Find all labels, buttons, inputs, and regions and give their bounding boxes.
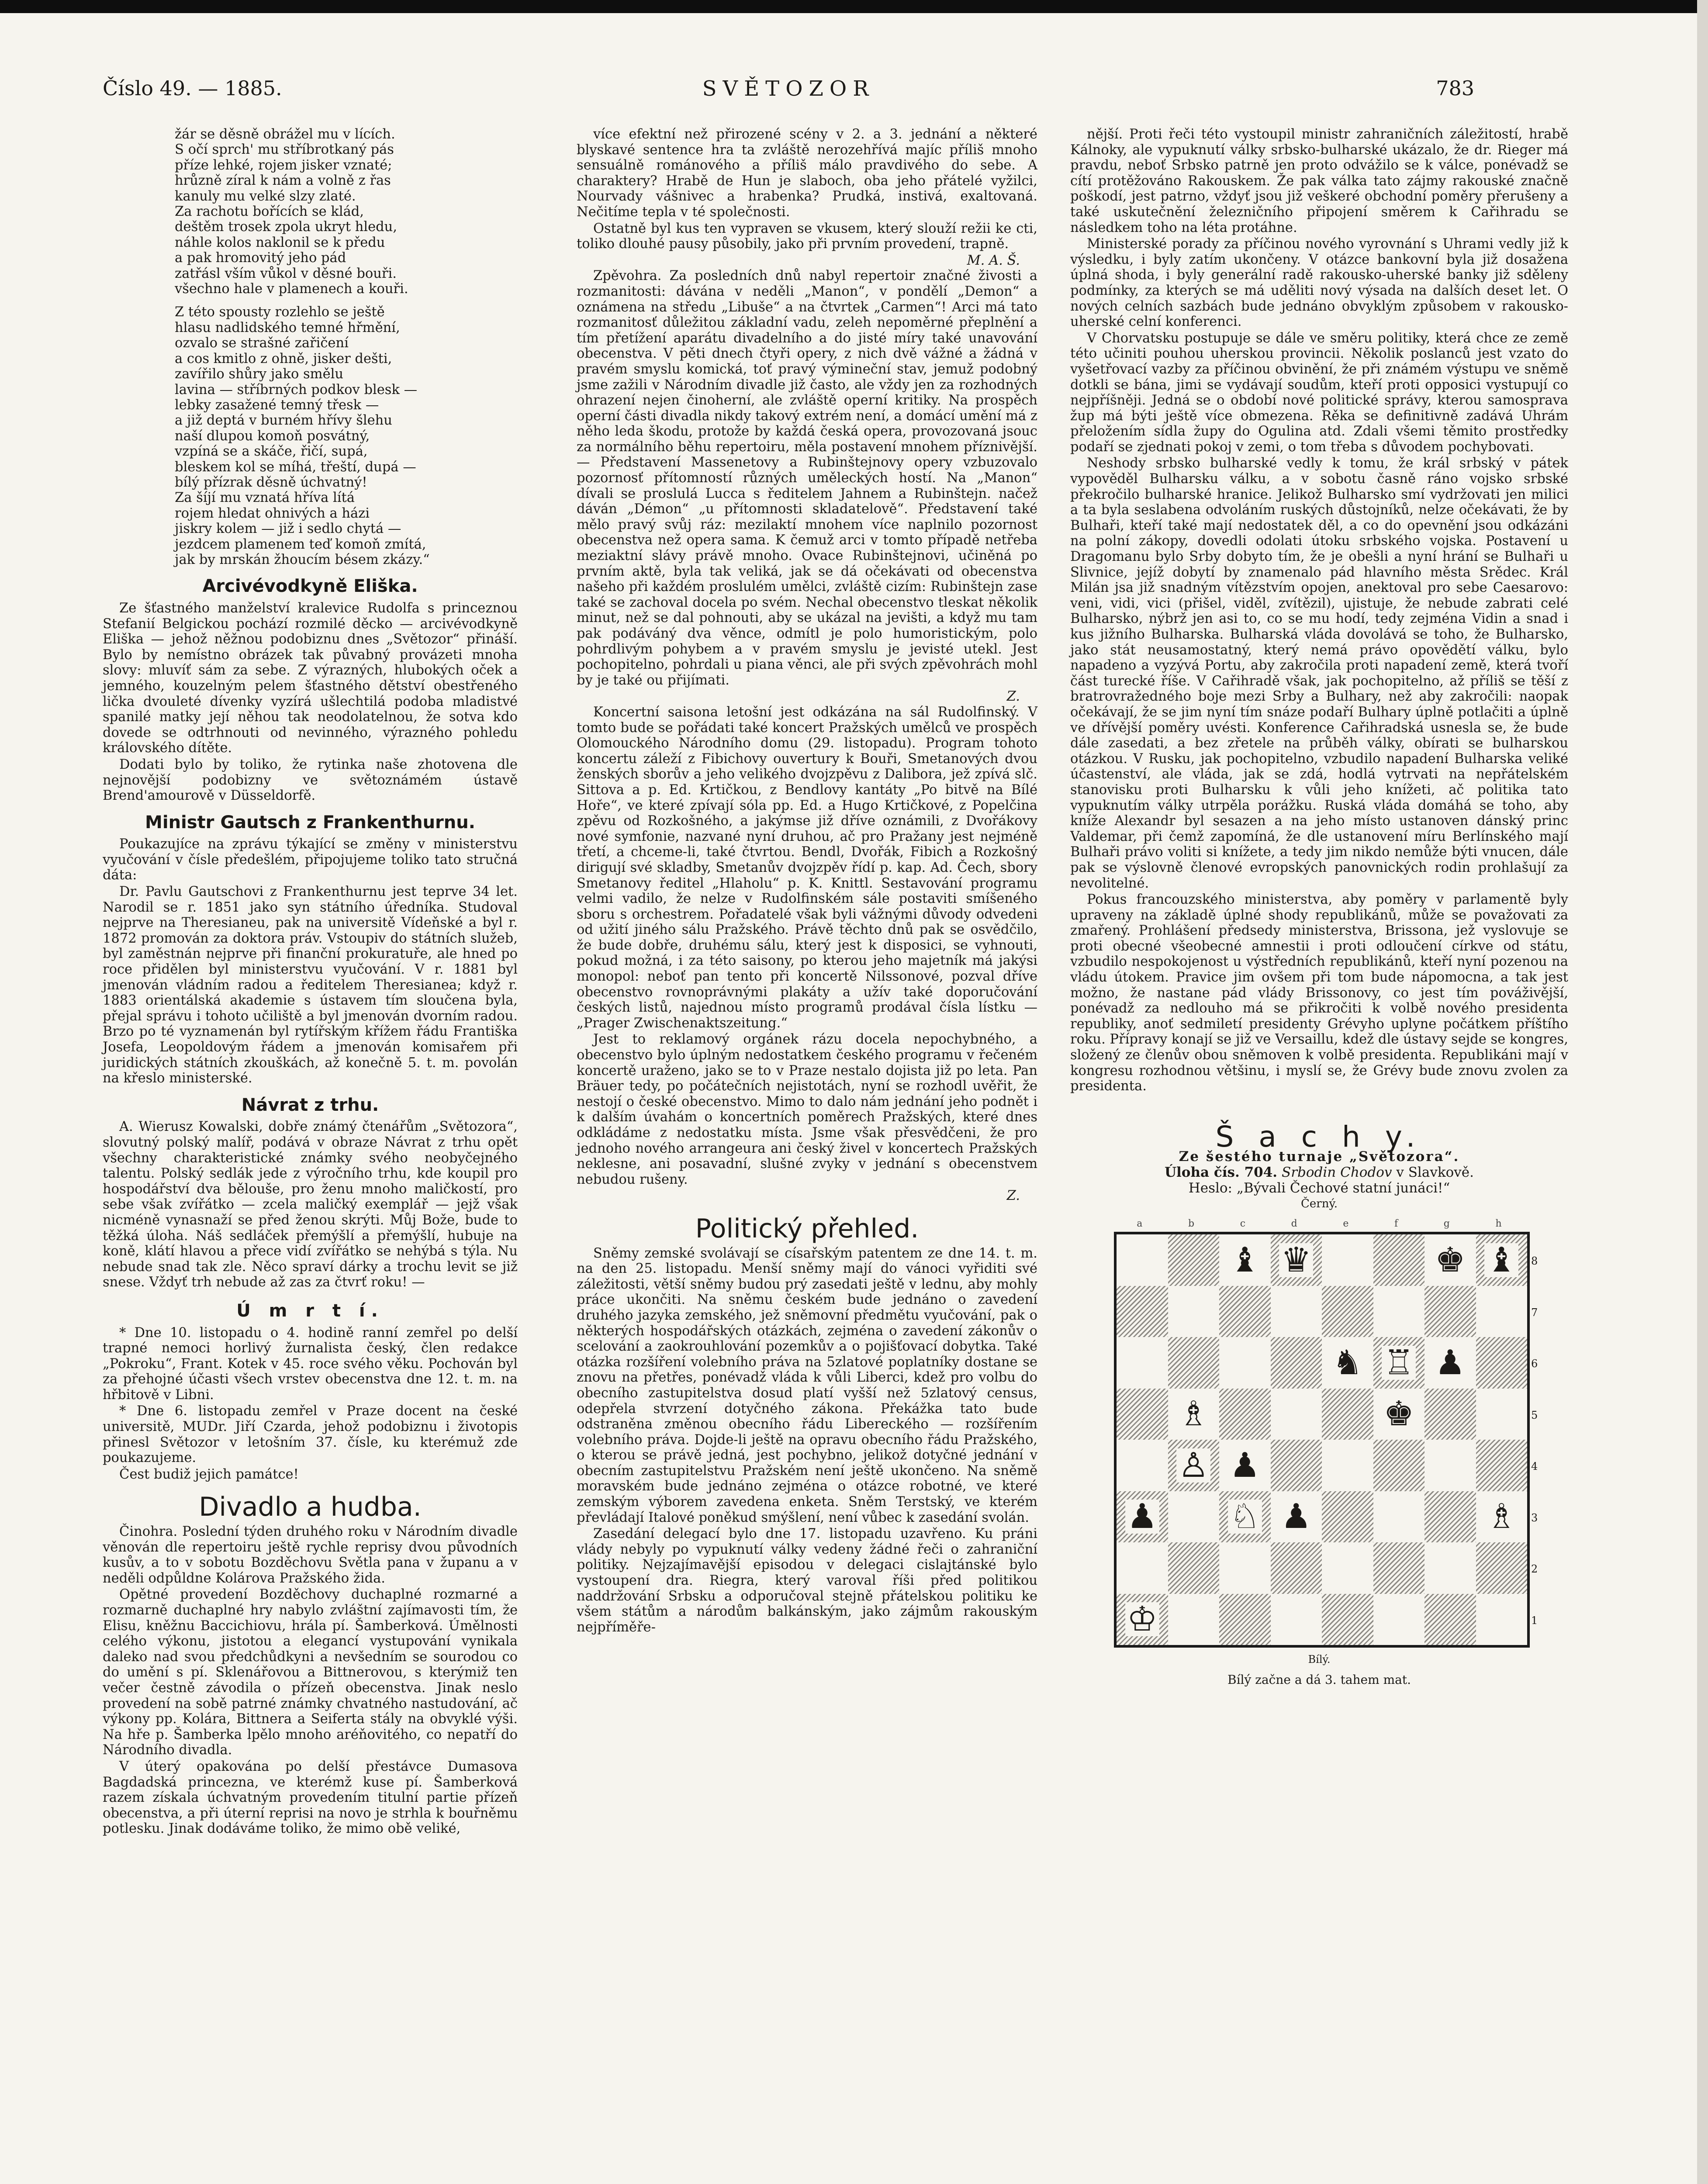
chess-square xyxy=(1373,1440,1425,1491)
chess-square xyxy=(1219,1389,1271,1440)
chess-square xyxy=(1476,1542,1528,1594)
article-paragraph: Dr. Pavlu Gautschovi z Frankenthurnu jest teprve 34 let. Narodil se r. 1851 jako syn státního úředníka. Studoval nejprve na Theresianeu, pak na universitě Vídeňské a byl r. 1872 promován za doktora práv. Vstoupiv do státních služeb, byl zaměstnán nejprve při finanční prokuratuře, ale hned po roce přidělen byl ministerstvu vyučování. V r. 1881 byl jmenován vládním radou a ředitelem Theresianea; když r. 1883 orientálská akademie s ústavem tím sloučena byla, přejal správu i tohoto učiliště a byl jmenován dvorním radou. Brzo po té vyznamenán byl rytířským křížem řádu Františka Josefa, Leopoldovým řádem a jmenován komisařem při juridických státních zkouškách, až konečně 5. t. m. povolán na křeslo ministerské. xyxy=(103,884,518,1086)
file-labels xyxy=(1114,1216,1525,1232)
chess-piece-square xyxy=(1219,1234,1271,1286)
chess-square xyxy=(1117,1440,1168,1491)
chess-square xyxy=(1271,1286,1322,1337)
author-signature: M. A. Š. xyxy=(967,252,1020,268)
chess-square xyxy=(1476,1286,1528,1337)
article-paragraph: Pokus francouzského ministerstva, aby poměry v parlamentě byly upraveny na základě úplné shody republikánů, může se považovati za zmařený. Prohlášení předsedy ministerstva, Brissona, jež vyslovuje se proti obecné všeobecné amnestii i proti odloučení církve od státu, vzbudilo nespokojenost u výstředních republikánů, kteří nyní pozenou na vládu útokem. Pravice jim ovšem při tom bude nápomocna, a tak jest možno, že nastane pád vlády Brissonovy, co jest tím pováživější, ponévadž za nedlouho má se přikročiti k volbě nového presidenta republiky, anoť sedmiletí presidenty Grévyho uplyne počátkem příštího roku. Přípravy konají se již ve Versaillu, kdež dle ústavy sejde se kongres, složený ze členův obou sněmoven k volbě presidenta. Republikáni mají v kongresu rozhodnou většinu, i myslí se, že Grévy bude znovu zvolen za presidenta. xyxy=(1070,892,1568,1094)
chess-square xyxy=(1219,1594,1271,1645)
file-label: d xyxy=(1291,1218,1297,1230)
chess-square xyxy=(1117,1286,1168,1337)
chess-piece: ♚ xyxy=(1433,1243,1467,1277)
chess-square xyxy=(1424,1491,1476,1543)
chess-square xyxy=(1168,1234,1220,1286)
chess-square xyxy=(1271,1594,1322,1645)
chess-diagram xyxy=(1101,1216,1538,1648)
chess-piece-square xyxy=(1168,1389,1220,1440)
problem-number: Úloha čís. 704. xyxy=(1164,1165,1278,1181)
chess-piece: ♛ xyxy=(1279,1243,1313,1277)
rank-label: 3 xyxy=(1531,1511,1538,1524)
chess-square xyxy=(1476,1594,1528,1645)
article-paragraph: Opětné provedení Bozděchovy duchaplné rozmarné a rozmarně duchaplné hry nabylo zvláštní zajímavosti tím, že Elisu, kněžnu Baccichiovu, hrála pí. Šamberková. Úmělnosti celého výkonu, jistotou a elegancí vystupování vynikala daleko nad svou předchůdkyni a nevšedním se sourodou co do umění s pí. Sklenářovou a Bittnerovou, s kterýmiž ten večer čestně závodila o přízeň obecenstva. Jinak neslo provedení na sobě patrné známky chvatného nastudování, ač výkony pp. Kolára, Bittnera a Seiferta stály na obvyklé výši. Na hře p. Šamberka lpělo mnoho aréňovitého, co nepatří do Národního divadla. xyxy=(103,1587,518,1758)
article-paragraph: Dodati bylo by toliko, že rytinka naše zhotovena dle nejnovější podobizny ve světoznámém ústavě Brend'amourově v Düsseldorfě. xyxy=(103,757,518,804)
file-label: h xyxy=(1495,1218,1502,1230)
chess-piece: ♗ xyxy=(1484,1500,1518,1534)
heading-politicky-prehled: Politický přehled. xyxy=(695,1213,919,1244)
chess-square xyxy=(1271,1542,1322,1594)
article-paragraph: Koncertní saisona letošní jest odkázána na sál Rudolfinský. V tomto bude se pořádati také koncert Pražských umělců ve prospěch Olomouckého Národního domu (29. listopadu). Program tohoto koncertu záleží z Fibichovy ouvertury k Bouři, Smetanových dvou ženských sborův a jeho velikého dvojzpěvu z Dalibora, jež zpívá slč. Sittova a p. Ed. Krtičkou, z Bendlovy kantáty „Po bitvě na Bílé Hoře“, ve které zpívají sóla pp. Ed. a Hugo Krtičkové, z Popelčina zpěvu od Rozkošného, a jakýmse již dříve oznámili, z Dvořákovy nové symfonie, nazvané nyní druhou, ač pro Pražany jest nejméně třetí, a chceme-li, také čtvrtou. Bendl, Dvořák, Fibich a Rozkošný dirigují své skladby, Smetanův dvojzpěv řídí p. kap. Ad. Čech, sbory Smetanovy ředitel „Hlaholu“ p. K. Knittl. Sestavování programu velmi vadilo, že nelze v Rudolfinském sále postaviti smíšeného sboru s orchestrem. Pořadatelé však byli vážnými důvody odvedeni od užití jiného sálu Pražského. Právě těchto dnů pak se osvědčilo, že bude dobře, druhému sálu, který jest k disposici, se vyhnouti, pokud možná, i za této saisony, po kterou jeho majetník má jakýsi monopol: neboť pan tento při koncertě Nilssonové, pozval dříve obecenstvo rovnoprávnými plakáty a užív také doporučování českých listů, najednou místo programů prodával čísla lístku — „Prager Zwischenaktszeitung.“ xyxy=(577,704,1037,1031)
file-label: b xyxy=(1188,1218,1195,1230)
chess-square xyxy=(1322,1594,1373,1645)
chess-piece: ♟ xyxy=(1125,1500,1159,1534)
chess-piece: ♝ xyxy=(1228,1243,1262,1277)
chess-heading: Š a c h y. xyxy=(1215,1120,1423,1154)
chess-square xyxy=(1271,1389,1322,1440)
page-number: 783 xyxy=(1436,76,1474,100)
chess-piece: ♖ xyxy=(1382,1346,1416,1380)
chess-square xyxy=(1424,1440,1476,1491)
chess-square xyxy=(1476,1440,1528,1491)
article-paragraph: V Chorvatsku postupuje se dále ve směru politiky, která chce ze země této učiniti pouhou uherskou provincii. Několik poslanců jest vzato do vyšetřovací vazby za příčinou obvinění, že při známém výstupu ve sněmě dotkli se bána, jimi se vydávají soudům, kteří proti opposici vystupují co nejpříšněji. Jedná se o období nové politické správy, kterou samosprava žup má býti ještě více obmezena. Rěka se definitivně zadává Uhrám přeložením sídla župy do Ogulina atd. Zdali všemi těmito prostředky podaří se zjednati pokoj v zemi, o tom třeba s důvodem pochybovati. xyxy=(1070,330,1568,455)
chess-square xyxy=(1373,1286,1425,1337)
white-label: Bílý. xyxy=(1308,1653,1331,1666)
article-paragraph: Činohra. Poslední týden druhého roku v Národním divadle věnován dle repertoiru ještě rychle reprisy dvou původních kusův, a to v sobotu Bozděchovu Světla pana v županu a v neděli odpůldne Kolárova Pražského žida. xyxy=(103,1524,518,1586)
problem-place: v Slavkově. xyxy=(1392,1165,1474,1181)
article-paragraph: Ministerské porady za příčinou nového vyrovnání s Uhrami vedly již k výsledku, i byly zatím ukončeny. V otázce bankovní byla již dosažena úplná shoda, i byly generální radě rakousko-uherské banky již sděleny podmínky, za kterých se má uděliti nový výsada na dalších deset let. O nových celních sazbách bude jednáno obvyklým způsobem v rakousko-uherské celní konferenci. xyxy=(1070,236,1568,330)
heading-umrti: Ú m r t í. xyxy=(236,1300,384,1321)
article-paragraph: Zasedání delegací bylo dne 17. listopadu uzavřeno. Ku práni vlády nebyly po vypuknutí války vedeny žádné řeči o zahraniční politiky. Nejzajímavější episodou v delegaci cislajtánské bylo vystoupení drа. Riegra, který varoval říši před politikou naddržování Srbsku a odporučoval stejně přátelskou politiku ke všem státům a národům balkánským, jako zájmům rakouským nejpříměře- xyxy=(577,1526,1037,1635)
chess-square xyxy=(1219,1542,1271,1594)
page-header xyxy=(103,76,1474,111)
chess-piece-square xyxy=(1219,1491,1271,1543)
chess-square xyxy=(1424,1594,1476,1645)
chess-square xyxy=(1117,1337,1168,1389)
problem-author: Srbodin Chodov xyxy=(1281,1165,1392,1181)
file-label: a xyxy=(1137,1218,1143,1230)
chess-piece-square xyxy=(1168,1440,1220,1491)
page-edge xyxy=(1697,0,1708,2184)
rank-label: 8 xyxy=(1531,1255,1538,1268)
chess-square xyxy=(1424,1389,1476,1440)
rank-labels xyxy=(1531,1236,1540,1646)
chess-square xyxy=(1476,1389,1528,1440)
chess-problem-line xyxy=(1070,1165,1568,1180)
author-signature: Z. xyxy=(1006,1188,1020,1204)
rank-label: 2 xyxy=(1531,1563,1538,1576)
obituary-paragraph: * Dne 6. listopadu zemřel v Praze docent na české universitě, MUDr. Jiří Czarda, jehož podobiznu i životopis přinesl Světozor v letošním 37. čísle, ku kterémuž zde poukazujeme. xyxy=(103,1403,518,1466)
chess-square xyxy=(1322,1440,1373,1491)
chess-task: Bílý začne a dá 3. tahem mat. xyxy=(1227,1672,1411,1687)
chess-square xyxy=(1168,1491,1220,1543)
chess-square xyxy=(1219,1337,1271,1389)
chess-piece-square xyxy=(1219,1440,1271,1491)
chess-piece-square xyxy=(1322,1337,1373,1389)
article-paragraph: více efektní než přirozené scény v 2. a 3. jednání a některé blyskavé sentence hra ta zvláště nerozehřívá majíc příliš mnoho sensuálně románového a příliš málo pravdivého do sebe. A charaktery? Hrabě de Hun je slaboch, oba jeho přátelé vyžilci, Nourvady vášnivec a hrabenka? Prudká, instivá, exaltovaná. Nečitíme tepla v té společnosti. xyxy=(577,127,1037,220)
chess-piece-square xyxy=(1424,1234,1476,1286)
masthead-title: SVĚTOZOR xyxy=(702,76,875,101)
chess-square xyxy=(1219,1286,1271,1337)
chess-piece-square xyxy=(1271,1234,1322,1286)
issue-number: Číslo 49. — 1885. xyxy=(103,76,282,100)
chess-square xyxy=(1322,1542,1373,1594)
chess-piece: ♔ xyxy=(1125,1602,1159,1636)
rank-label: 1 xyxy=(1531,1614,1538,1627)
chess-square xyxy=(1117,1542,1168,1594)
chess-piece-square xyxy=(1117,1491,1168,1543)
author-signature: Z. xyxy=(1006,689,1020,705)
black-label: Černý. xyxy=(1301,1197,1338,1211)
chess-piece: ♟ xyxy=(1433,1346,1467,1380)
rank-label: 4 xyxy=(1531,1460,1538,1473)
chess-piece-square xyxy=(1476,1491,1528,1543)
article-paragraph: Sněmy zemské svolávají se císařským patentem ze dne 14. t. m. na den 25. listopadu. Menší sněmy mají do vánoci vyřiditi své záležitosti, větší sněmy budou prý zasedati ještě v lednu, aby mohly práce ukončiti. Na sněmu českém bude jednáno o zavedení druhého jazyka zemského, jež sněmovní předmětu vyučování, pak o některých hospodářských otázkách, zejména o zavedení zákonův o scelování a zaokrouhlování pozemkův a o pojišťovací dobytka. Také otázka rozšíření volebního práva na 5zlatové poplatníky dostane se znovu na přetřes, ponévadž vláda k vůli Liberci, kdež pro volbu do obecního zastupitelstva dosud platí vyšší než 5zlatový census, odepřela stvrzení dotyčného zákona. Překážka tato bude odstraněna změnou obecního řádu Libereckého — rozšířením volebního práva. Dojde-li ještě na opravu obecního řádu Pražského, o kterou se právě jedná, jest pochybno, jelikož dotyčné jednání v obecním zastupitelstvu Pražském není ještě ukončeno. Na sněmě moravském bude jednáno zejména o otázce robotné, ve které zemským výborem zavedena enketa. Sněm Terstský, ve kterém převládají Italové poněkud smýšlení, není vůbec k zasedání svolán. xyxy=(577,1245,1037,1525)
column-1 xyxy=(103,127,518,1838)
chess-square xyxy=(1322,1234,1373,1286)
article-paragraph: Ze šťastného manželství kralevice Rudolfa s princeznou Stefanií Belgickou pochází rozmilé děcko — arcivévodkyně Eliška — jehož něžnou podobiznu dnes „Světozor“ přináší. Bylo by nemístno obrázek tak půvabný provázeti mnoha slovy: mluvíť sám za sebe. Z výrazných, hlubokých oček a jemného, kouzelným pelem šťastného dětství obestřeného lička dvouleté dívenky vyzírá ušlechtilá podoba mladistvé spanilé matky její něhou tak neodolatelnou, že sotva kdo dovede se odtrhnouti od nevinného, výrazného pohledu královského dítěte. xyxy=(103,600,518,756)
chess-piece-square xyxy=(1373,1337,1425,1389)
file-label: c xyxy=(1240,1218,1246,1230)
chess-square xyxy=(1117,1234,1168,1286)
article-paragraph: nější. Proti řeči této vystoupil ministr zahraničních záležitostí, hrabě Kálnoky, ale vypuknutí války srbsko-bulharské ukázalo, že dr. Rieger má pravdu, neboť Srbsko patrně jen proto odvážilo se k válce, ponévadž se cítí protěžováno Rakouskem. Že pak válka tato zájmy rakouské značně poškodí, jest patrno, vždyť jsou již veškeré obchodní poměry přerušeny a také uskutečnění železničního připojení směrem k Cařihradu se následkem toho na léta protáhne. xyxy=(1070,127,1568,235)
file-label: f xyxy=(1394,1218,1398,1230)
chess-motto: Heslo: „Bývali Čechové statní junáci!“ xyxy=(1188,1180,1450,1196)
chess-square xyxy=(1373,1491,1425,1543)
top-border xyxy=(0,0,1708,13)
poem-stanza-2: Z této spousty rozlehlo se ještě hlasu nadlidského temné hřmění, ozvalo se strašné zařičení a cos kmitlo z ohně, jisker dešti, zavířilo shůry jako smělu lavina — stříbrných podkov blesk — lebky zasažené temný třesk — a již deptá v burném hřívy šlehu naší dlupou komoň posvátný, vzpíná se a skáče, řičí, supá, bleskem kol se míhá, třeští, dupá — bílý přízrak děsně úchvatný! Za šíjí mu vznatá hříva lítá rojem hledat ohnivých a házi jiskry kolem — již i sedlo chytá — jezdcem plamenem teď komoň zmítá, jak by mrskán žhoucím bésem zkázy.“ xyxy=(175,304,430,567)
chess-square xyxy=(1424,1542,1476,1594)
chess-piece: ♙ xyxy=(1176,1448,1210,1482)
column-2 xyxy=(577,127,1037,1636)
article-paragraph: Poukazujíce na zprávu týkající se změny v ministerstvu vyučování v čísle předešlém, připojujeme toliko tato stručná dáta: xyxy=(103,836,518,883)
chess-piece: ♟ xyxy=(1228,1448,1262,1482)
chess-piece: ♘ xyxy=(1228,1500,1262,1534)
chess-square xyxy=(1168,1594,1220,1645)
chess-tournament: Ze šestého turnaje „Světozora“. xyxy=(1179,1149,1460,1165)
heading-gautsch: Ministr Gautsch z Frankenthurnu. xyxy=(145,812,475,833)
article-paragraph: Neshody srbsko bulharské vedly k tomu, že král srbský v pátek vypověděl Bulharsku válku, a v sobotu časně ráno vojsko srbské překročilo bulharské hranice. Jelikož Bulharsko smí vydržovati jen milici a ta byla seslabena odvoláním ruských důstojníků, nelze očekávati, že by Bulhaři, kteří také mají nedostatek děl, a co do opevnění jsou odkázáni na polní zákopy, dovedli odolati útoku srbského vojska. Postavení u Dragomanu bylo Srby dobyto tím, že je obešli a nyní hrání se Bulhaři u Slivnice, jejíž dobytí by znamenalo pád hlavního města Srědec. Král Milán jsa již snadným vítězstvím opojen, anektoval pro sebe Caesarovo: veni, vidi, vici (přišel, viděl, zvítězil), ujistuje, že nebude zabrati celé Bulharsko, nýbrž jen asi to, co se mu hodí, tedy zejména Vidin a snad i kus jižního Bulharska. Bulharská vláda dovolává se toho, že Bulharsko, jako stát neusamostatný, který nemá právo opovědětí válku, bylo napadeno a vyzývá Portu, aby zakročila proti napadení země, která tvoří část turecké říše. V Cařihradě však, jak pochopitelno, až příliš se těší z bratrovražedného boje mezi Srby a Bulhary, než aby zakročili: naopak očekávají, že se jim nyní tím snáze podaří Bulhary úplně potlačiti a úplně ve dřívější poměry uvésti. Konference Cařihradská usnesla se, že bude dále zasedati, a bez zřetele na průběh války, obírati se bulharskou otázkou. V Rusku, jak pochopitelno, vzbudilo napadení Bulharska veliké účastenství, ale vláda, jak se zdá, hodlá vytrvati na nepřátelském stanovisku proti Bulharsku k vůli jeho knížeti, ač politika tato vypuknutím války utrpěla porážku. Ruská vláda domáhá se toho, aby kníže Alexandr byl sesazen a na jeho místo ustanoven dánský princ Valdemar, při čemž zapomíná, že dle ustanovení míru Berlínského mají Bulhaři právo voliti si knížete, a tedy jim nikdo nemůže býti vnucen, dále pak se výslovně členové evropských panovnických rodin prohlašují za nevolitelné. xyxy=(1070,456,1568,891)
chess-piece-square xyxy=(1424,1337,1476,1389)
chess-section xyxy=(1070,1120,1568,1687)
obituary-paragraph: * Dne 10. listopadu o 4. hodině ranní zemřel po delší trapné nemoci horlivý žurnalista český, člen redakce „Pokroku“, Frant. Kotek v 45. roce svého věku. Pochován byl za přehojné účasti všech vrstev obecenstva dne 12. t. m. na hřbitově v Libni. xyxy=(103,1325,518,1403)
chess-piece: ♞ xyxy=(1331,1346,1365,1380)
chess-square xyxy=(1168,1286,1220,1337)
chess-piece: ♚ xyxy=(1382,1397,1416,1431)
heading-navrat: Návrat z trhu. xyxy=(241,1095,379,1115)
chess-piece-square xyxy=(1117,1594,1168,1645)
chess-square xyxy=(1424,1286,1476,1337)
article-paragraph: V úterý opakována po delší přestávce Dumasova Bagdadská princezna, ve kterémž kuse pí. Šamberková razem získala úchvatným provedením titulní partie přízeň obecenstva, a při úterní reprisi na novo je strhla k bouřněmu potlesku. Jinak dodáváme toliko, že mimo obě veliké, xyxy=(103,1759,518,1837)
chess-piece-square xyxy=(1476,1234,1528,1286)
chess-square xyxy=(1373,1542,1425,1594)
chess-square xyxy=(1168,1542,1220,1594)
chess-piece-square xyxy=(1373,1389,1425,1440)
poem-stanza-1: žár se děsně obrážel mu v lících. S očí sprch' mu stříbrotkaný pás příze lehké, rojem jisker vznaté; hrůzně zíral k nám a volně z řas kanuly mu velké slzy zlaté. Za rachotu bořících se klád, deštěm trosek zpola ukryt hledu, náhle kolos naklonil se k předu a pak hromovitý jeho pád zatřásl vším vůkol v děsné bouři. všechno hale v plamenech a kouři. xyxy=(175,127,408,297)
heading-divadlo: Divadlo a hudba. xyxy=(199,1492,422,1523)
article-paragraph: Jest to reklamový orgánek rázu docela nepochybného, a obecenstvo bylo úplným nedostatkem českého programu v řečeném koncertě uraženo, jako se to v Praze nestalo dojista již po leta. Pan Bräuer tedy, po počátečních nejistotách, nyní se rozhodl uvěřit, že nestojí o české obecenstvo. Mimo to dalo nám jednání jeho podnět i k dalším úvahám o koncertních poměrech Pražských, které dnes odkládáme z nedostatku místa. Jsme však přesvědčeni, že pro jednoho nového arrangeura ani český živel v koncertech Pražských neklesne, ani posavadní, slušné zvyky v jednání s obecenstvem nebudou rušeny. xyxy=(577,1032,1037,1187)
article-paragraph: A. Wierusz Kowalski, dobře známý čtenářům „Světozora“, slovutný polský malíř, podává v obraze Návrat z trhu opět všechny charakteristické známky svého neobyčejného talentu. Polský sedlák jede z výročního trhu, kde koupil pro hospodářství dva běloušе, pro ženu mnoho maličkostí, pro sebe však zvířátko — zcela maličký exemplář — jejž však nicméně vynasnaží se před ženou skrýti. Můj Bože, bude to těžká úloha. Náš sedláček přemýšlí a přemýšlí, hubuje na koně, klátí hlavou a přece vidí zvířátko se nehýbá s týla. Nu nebude snad tak zle. Něco spraví dárky a trochu levit se již snese. Vždyť trh nebude až zas za čtvrť roku! — xyxy=(103,1119,518,1290)
chess-square xyxy=(1168,1337,1220,1389)
chess-piece-square xyxy=(1271,1491,1322,1543)
chess-board xyxy=(1114,1232,1530,1648)
chess-square xyxy=(1476,1337,1528,1389)
chess-square xyxy=(1117,1389,1168,1440)
rank-label: 6 xyxy=(1531,1358,1538,1370)
chess-piece: ♝ xyxy=(1484,1243,1518,1277)
chess-square xyxy=(1373,1594,1425,1645)
rank-label: 7 xyxy=(1531,1306,1538,1319)
article-paragraph: Zpěvohra. Za posledních dnů nabyl repertoir značné živosti a rozmanitosti: dávána v neděli „Manon“, v pondělí „Demon“ a oznámena na středu „Libuše“ a na čtvrtek „Carmen“! Arci má tato rozmanitosť důležitou základní vadu, zeleh nepoměrné přeplnění a tím přetížení aparátu divadelního a do jisté míry také unavování obecenstva. V pěti dnech čtyři opery, z nich dvě vážné a žádná v pravém smyslu komická, toť pravý výmineční stav, jemuž podobný jsme zažili v Národním divadle již často, ale vždy jen za rozhodných ohrazení nejen činoherní, ale zvláště operní kritiky. Na prospěch operní části divadla nikdy takový extrém není, a domácí umění má z něho ledа škodu, protože by každá česká opera, provozovaná jsouc za normálního běhu repertoiru, měla postavení mnohem příznivější. — Představení Massenetovy a Rubinštejnovy opery vzbuzovalo pozornosť přítomností různých uměleckých hostí. Na „Manon“ dívali se proslulá Lucca s ředitelem Jahnem a Rubinštejn. načež dáván „Démon“ „u přítomnosti skladatelově“. Představení také mělo pravý svůj ráz: mezilaktí mnohem více naplnilo pozornost obecenstva než opera sama. K čemuž arci v tomto případě netřeba meziaktní slávy právě mnoho. Ovace Rubinštejnovi, učiněná po prvním aktě, byla tak veliká, jak se dá očekávati od obecenstva našeho při každém proslulém umělci, zvláště cizím: Rubinštejn zase také se zachoval docela po svém. Nechal obecenstvo tleskat několik minut, než se dal pohnouti, aby se ukázal na jevišti, a když mu tam pak podáváný dva věnce, odmítl je polo humoristickým, polo pohrdlivým pohybem a v pravém smyslu je jevisté utekl. Jest pochopitelno, pohrdali u piana věnci, ale při svých zpěvohrách mohl by je také ou přijímati. xyxy=(577,268,1037,688)
column-3 xyxy=(1070,127,1568,1687)
chess-piece: ♟ xyxy=(1279,1500,1313,1534)
chess-square xyxy=(1322,1389,1373,1440)
file-label: e xyxy=(1343,1218,1349,1230)
chess-square xyxy=(1322,1491,1373,1543)
chess-piece: ♗ xyxy=(1176,1397,1210,1431)
chess-square xyxy=(1373,1234,1425,1286)
rank-label: 5 xyxy=(1531,1409,1538,1421)
obituary-paragraph: Čest budiž jejich památce! xyxy=(119,1466,299,1482)
heading-arcivevodkyne: Arcivévodkyně Eliška. xyxy=(202,576,418,597)
chess-square xyxy=(1271,1440,1322,1491)
chess-square xyxy=(1271,1337,1322,1389)
file-label: g xyxy=(1443,1218,1450,1230)
chess-square xyxy=(1322,1286,1373,1337)
article-paragraph: Ostatně byl kus ten vypraven se vkusem, který slouží režii ke cti, toliko dlouhé pausy působily, jako při prvním provedení, trapně. xyxy=(577,221,1037,252)
